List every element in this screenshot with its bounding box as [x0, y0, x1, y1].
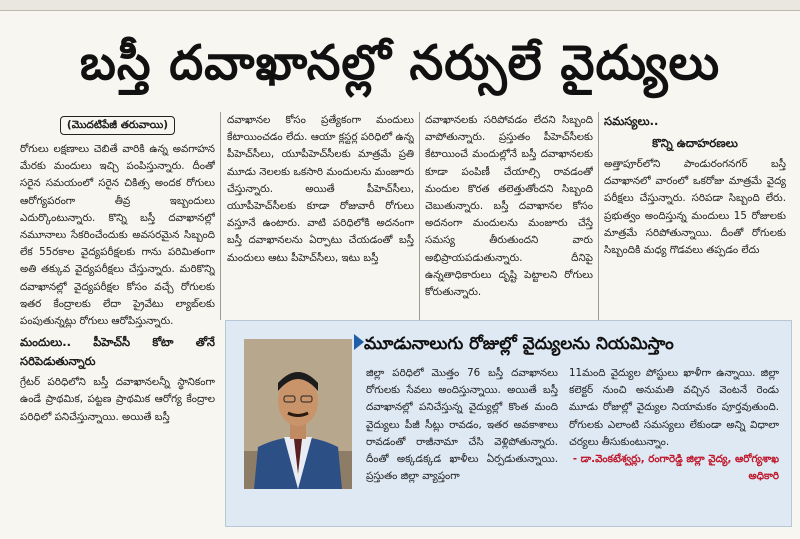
- continued-kicker: (మొదటిపేజీ తరువాయి): [60, 116, 175, 135]
- column-divider: [220, 112, 221, 320]
- col4-paragraph-1: అత్తాపూర్‌లోని పాండురంగనగర్ బస్తీ దవాఖానలో వారంలో ఒకరోజు మాత్రమే వైద్య పరీక్షలు చేస్తున్నారు. సరిపడా సిబ్బంది లేరు. ప్రభుత్వం అందిస్తున్న మందులు 15 రోజులకు మాత్రమే సరిపోతున్నాయి. దీంతో రోగులకు సిబ్బందికి మధ్య గొడవలు తప్పడం లేదు: [604, 158, 786, 257]
- official-signature: - డా.వెంకటేశ్వర్లు, రంగారెడ్డి జిల్లా వైద్య, ఆరోగ్యశాఖ అధికారి: [572, 453, 779, 483]
- col3-paragraph-1: దవాఖానలకు సరిపోవడం లేదని సిబ్బంది వాపోతున్నారు. ప్రస్తుతం పీహెచ్‌సీలకు కేటాయించే మందుల్లోనే బస్తీ దవాఖానలకు కూడా పంపిణీ చేయాల్సి రావడంతో మందుల కొరత తలెత్తుతోందని సిబ్బంది చెబుతున్నారు. బస్తీ దవాఖానల కోసం అదనంగా మందులను మంజూరు చేస్తే సమస్య తీరుతుందని వారు అభిప్రాయపడుతున్నారు. దీనిపై ఉన్నతాధికారులు దృష్టి పెట్టాలని రోగులు కోరుతున్నారు.: [425, 114, 593, 299]
- col4-subheading-2: కొన్ని ఉదాహరణలు: [652, 136, 738, 150]
- box-paragraph-1: జిల్లా పరిధిలో మొత్తం 76 బస్తీ దవాఖానలు రోగులకు సేవలు అందిస్తున్నాయి. అయితే బస్తీ దవాఖానల్లో పనిచేస్తున్న వైద్యుల్లో కొంత మంది వైద్యులు పీజీ సీట్లు రావడం, ఇతర అవకాశాలు రావడంతో రాజీనామా చేసి వెళ్లిపోతున్నారు. దీంతో అక్కడక్కడ ఖాళీలు ఏర్పడుతున్నాయి. ప్రస్తుతం జిల్లా వ్యాప్తంగా: [366, 367, 558, 483]
- col1-subheading: మందులు.. పీహెచ్‌సీ కోటా తోనే సరిపెడుతున్నారు: [20, 335, 215, 369]
- headline-arrow-icon: [354, 334, 364, 350]
- article-column-4: [604, 112, 786, 320]
- box-column-1: [366, 365, 558, 485]
- article-column-2: [227, 112, 414, 320]
- article-column-3: [425, 112, 593, 320]
- article-column-1: [20, 112, 215, 539]
- headline: బస్తీ దవాఖానల్లో నర్సులే వైద్యులు: [79, 35, 721, 91]
- box-headline: మూడునాలుగు రోజుల్లో వైద్యులను నియమిస్తాం: [364, 334, 674, 354]
- col1-paragraph-2: గ్రేటర్ పరిధిలోని బస్తీ దవాఖానలన్నీ స్థానికంగా ఉండే ప్రాథమిక, పట్టణ ప్రాథమిక ఆరోగ్య కేంద్రాల పరిధిలో పనిచేస్తున్నాయి. అయితే బస్తీ: [20, 376, 215, 423]
- column-divider: [419, 112, 420, 320]
- official-statement-box: [225, 320, 792, 527]
- column-divider: [598, 112, 599, 320]
- col1-paragraph-1: రోగులు లక్షణాలు చెబితే వారికి ఉన్న అవగాహన మేరకు మందులు ఇచ్చి పంపిస్తున్నారు. దీంతో సరైన సమయంలో సరైన చికిత్స అందక రోగులు ఆరోగ్యపరంగా తీవ్ర ఇబ్బందులు ఎదుర్కొంటున్నారు. కొన్ని బస్తీ దవాఖానల్లో నమూనాలు సేకరించేందుకు అవసరమైన సిబ్బంది లేక 55రకాల వైద్యపరీక్షలకు గాను పరిమితంగా అతి తక్కువ వైద్యపరీక్షలు చేస్తున్నారు. మరికొన్ని దవాఖానల్లో వైద్యపరీక్షల కోసం వచ్చే రోగులకు ఇతర కేంద్రాలకు లేదా ప్రైవేటు ల్యాబ్‌లకు పంపుతున్నట్లు రోగులు ఆరోపిస్తున్నారు.: [20, 143, 215, 328]
- official-photo: [244, 339, 352, 489]
- col4-subheading-1: సమస్యలు..: [604, 114, 659, 128]
- col2-paragraph-1: దవాఖానల కోసం ప్రత్యేకంగా మందులు కేటాయించడం లేదు. ఆయా క్లస్టర్ల పరిధిలో ఉన్న పీహెచ్‌సీలు, యూపీహెచ్‌సీలకు మాత్రమే ప్రతి మూడు నెలలకు ఒకసారి మందులను మంజూరు చేస్తున్నారు. అయితే పీహెచ్‌సీలు, యూపీహెచ్‌సీలకు కూడా రోజువారీ రోగులు వస్తూనే ఉంటారు. వాటి పరిధిలోకి అదనంగా బస్తీ దవాఖానలను ఏర్పాటు చేయడంతో బస్తీ మందులు ఆటు పీహెచ్‌సీలు, ఇటు బస్తీ: [227, 114, 414, 264]
- box-paragraph-2: 11మంది వైద్యుల పోస్టులు ఖాళీగా ఉన్నాయి. జిల్లా కలెక్టర్ నుంచి అనుమతి వచ్చిన వెంటనే రెండు మూడు రోజుల్లో వైద్యుల నియామకం పూర్తవుతుంది. రోగులకు ఎలాంటి సమస్యలు లేకుండా అన్ని విధాలా చర్యలు తీసుకుంటున్నాం.: [569, 367, 779, 448]
- previous-page-strip: [0, 0, 800, 11]
- box-column-2: [569, 365, 779, 485]
- portrait-illustration: [244, 339, 352, 489]
